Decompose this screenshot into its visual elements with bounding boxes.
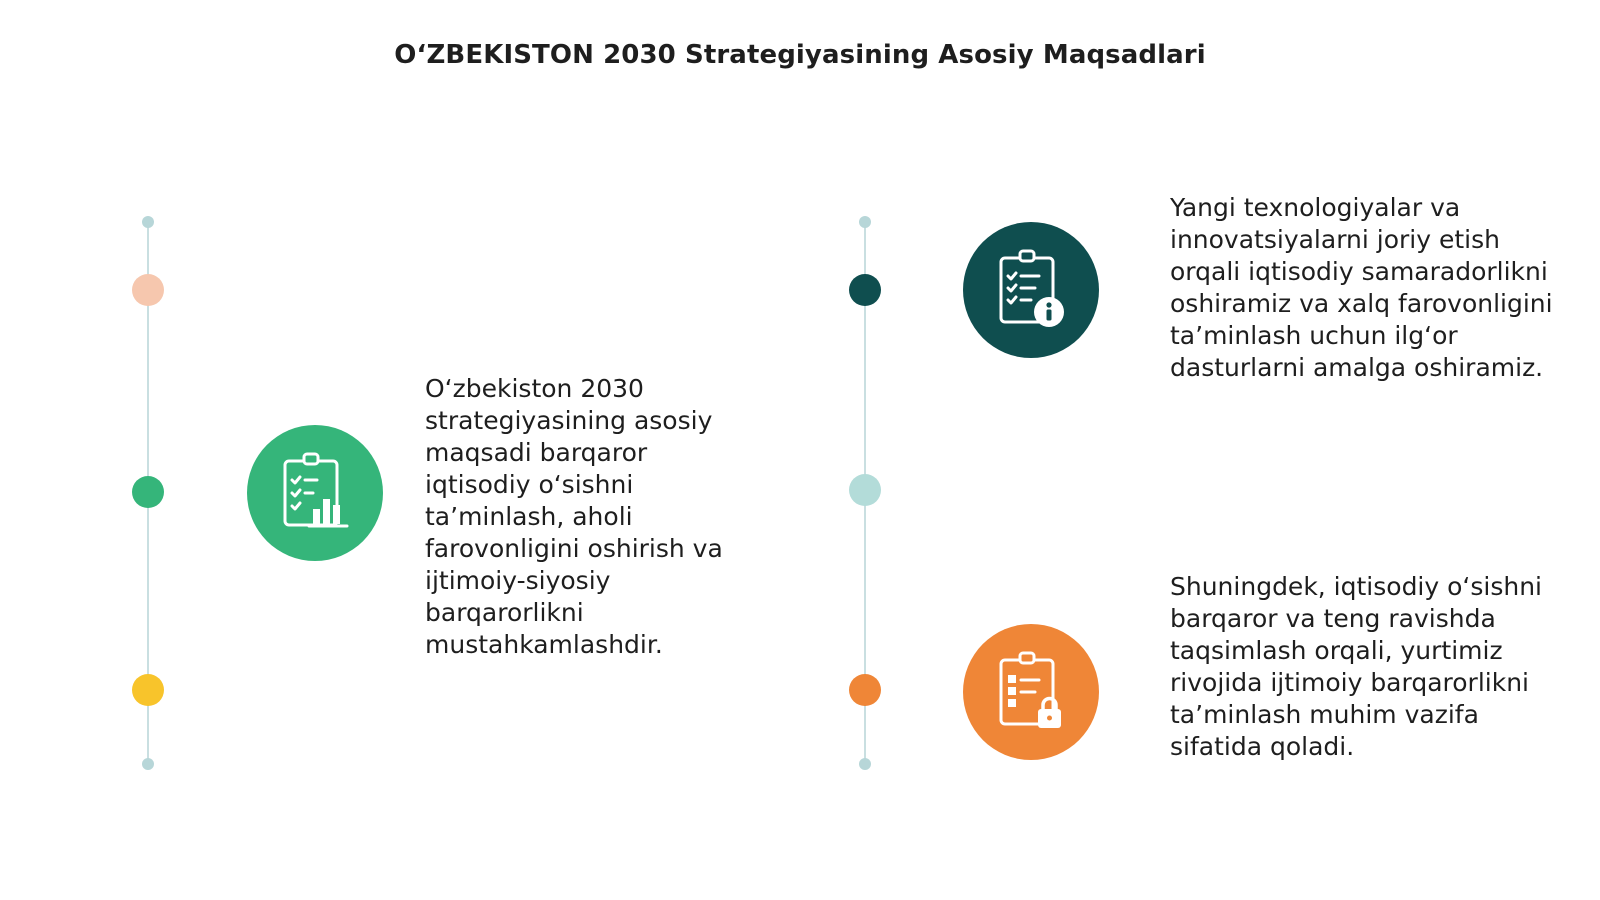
right-timeline-dot-orange (849, 674, 881, 706)
left-timeline-dot-yellow (132, 674, 164, 706)
right-timeline-bottom-cap (859, 758, 871, 770)
left-timeline-top-cap (142, 216, 154, 228)
left-timeline-dot-peach (132, 274, 164, 306)
left-timeline-bottom-cap (142, 758, 154, 770)
left-timeline-dot-green (132, 476, 164, 508)
item-3-text: Shuningdek, iqtisodiy o‘sishni barqaror va teng ravishda taqsimlash orqali, yurtimiz rivojida ijtimoiy barqarorlikni ta’minlash muhim vazifa sifatida qoladi. (1170, 572, 1542, 761)
clipboard-lock-icon (963, 624, 1099, 760)
page-title: O‘ZBEKISTON 2030 Strategiyasining Asosiy Maqsadlari (394, 40, 1206, 70)
right-timeline-dot-dark-teal (849, 274, 881, 306)
item-2-text: Yangi texnologiyalar va innovatsiyalarni joriy etish orqali iqtisodiy samaradorlikni oshiramiz va xalq farovonligini ta’minlash uchun ilg‘or dasturlarni amalga oshiramiz. (1170, 193, 1553, 382)
right-timeline-top-cap (859, 216, 871, 228)
right-timeline-dot-pale-teal (849, 474, 881, 506)
clipboard-chart-icon (247, 425, 383, 561)
item-1-text: O‘zbekiston 2030 strategiyasining asosiy maqsadi barqaror iqtisodiy o‘sishni ta’minlash, aholi farovonligini oshirish va ijtimoiy-siyosiy barqarorlikni mustahkamlashdir. (425, 374, 723, 659)
clipboard-info-icon (963, 222, 1099, 358)
